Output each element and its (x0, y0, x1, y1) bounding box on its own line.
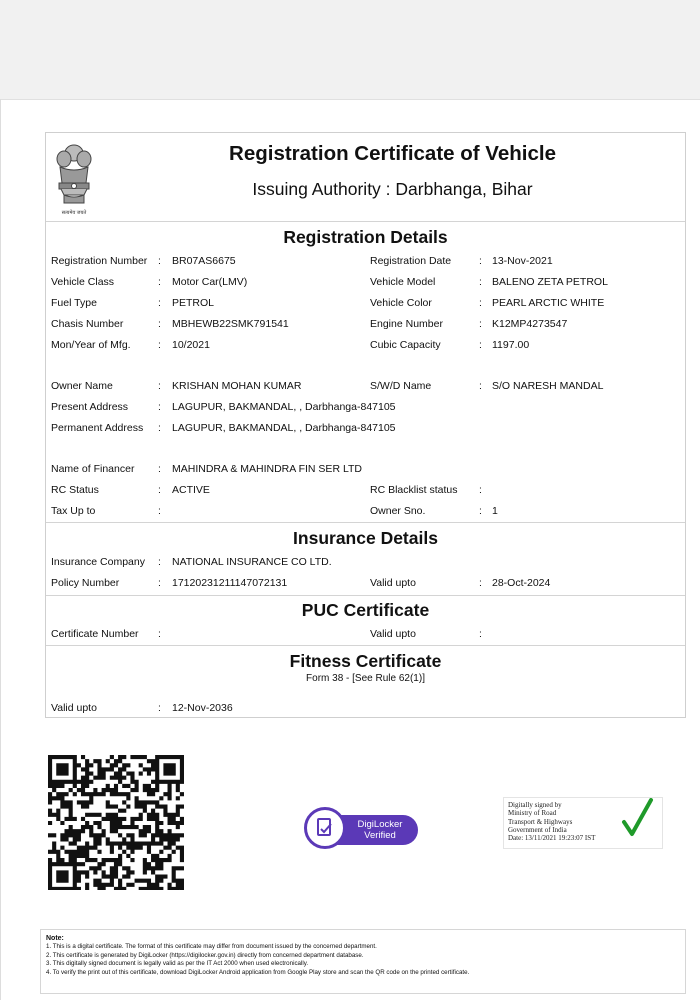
qr-code (48, 755, 184, 890)
policy-number-label: Policy Number (51, 577, 120, 589)
puc-heading: PUC Certificate (301, 600, 430, 620)
tax-up-to-label: Tax Up to (51, 505, 96, 517)
note-line: 3. This digitally signed document is legally valid as per the IT Act 2000 when used electronically. (46, 960, 309, 968)
colon: : (158, 380, 161, 392)
colon: : (479, 255, 482, 267)
digital-signature-box (503, 797, 663, 849)
puc-valid-label: Valid upto (370, 628, 416, 640)
digilocker-text (344, 819, 416, 841)
digilocker-verified-badge (304, 805, 420, 853)
fitness-valid-upto: 12-Nov-2036 (172, 702, 233, 714)
colon: : (158, 276, 161, 288)
financer-name: MAHINDRA & MAHINDRA FIN SER LTD (172, 463, 362, 475)
colon: : (158, 577, 161, 589)
cubic-capacity-label: Cubic Capacity (370, 339, 441, 351)
divider (46, 645, 685, 646)
digilocker-logo-circle (304, 807, 346, 849)
owner-name: KRISHAN MOHAN KUMAR (172, 380, 302, 392)
cubic-capacity: 1197.00 (492, 339, 530, 351)
note-title: Note: (46, 935, 64, 942)
permanent-address: LAGUPUR, BAKMANDAL, , Darbhanga-847105 (172, 422, 396, 434)
certificate-title: Registration Certificate of Vehicle (229, 142, 556, 165)
signature-line: Ministry of Road (508, 809, 557, 818)
registration-heading: Registration Details (283, 227, 448, 247)
colon: : (158, 401, 161, 413)
vehicle-class: Motor Car(LMV) (172, 276, 248, 288)
puc-number-label: Certificate Number (51, 628, 139, 640)
insurance-valid-upto: 28-Oct-2024 (492, 577, 551, 589)
note-box (40, 929, 686, 994)
permanent-address-label: Permanent Address (51, 422, 144, 434)
colon: : (479, 628, 482, 640)
colon: : (479, 318, 482, 330)
digilocker-line1: DigiLocker (357, 819, 403, 830)
chasis-number: MBHEWB22SMK791541 (172, 318, 289, 330)
mfg-label: Mon/Year of Mfg. (51, 339, 131, 351)
signature-line: Digitally signed by (508, 801, 562, 809)
colon: : (479, 484, 482, 496)
chasis-number-label: Chasis Number (51, 318, 124, 330)
colon: : (158, 318, 161, 330)
rc-status-label: RC Status (51, 484, 99, 496)
colon: : (479, 339, 482, 351)
issuing-authority: Issuing Authority : Darbhanga, Bihar (252, 179, 533, 199)
signature-line: Government of India (508, 825, 567, 834)
colon: : (479, 276, 482, 288)
colon: : (479, 577, 482, 589)
page-edge (0, 99, 1, 1000)
vehicle-model-label: Vehicle Model (370, 276, 436, 288)
colon: : (158, 556, 161, 568)
certificate-frame (45, 132, 686, 718)
colon: : (158, 422, 161, 434)
colon: : (158, 339, 161, 351)
fitness-heading: Fitness Certificate (289, 651, 442, 671)
note-line: 2. This certificate is generated by DigiLocker (https://digilocker.gov.in) directly from concerned department database. (46, 951, 364, 959)
policy-number: 17120231211147072131 (172, 577, 288, 589)
vehicle-class-label: Vehicle Class (51, 276, 115, 288)
insurance-company-label: Insurance Company (51, 556, 145, 568)
digilocker-line2: Verified (364, 830, 396, 841)
colon: : (158, 297, 161, 309)
signature-text (508, 801, 595, 842)
insurance-company: NATIONAL INSURANCE CO LTD. (172, 556, 332, 568)
fuel-type: PETROL (172, 297, 215, 309)
vehicle-color: PEARL ARCTIC WHITE (492, 297, 605, 309)
owner-name-label: Owner Name (51, 380, 113, 392)
colon: : (479, 297, 482, 309)
note-line: 1. This is a digital certificate. The format of this certificate may differ from document issued by the concerned department. (46, 943, 377, 950)
colon: : (479, 380, 482, 392)
registration-date-label: Registration Date (370, 255, 452, 267)
registration-number: BR07AS6675 (172, 255, 236, 267)
fitness-form-note: Form 38 - [See Rule 62(1)] (306, 673, 425, 684)
colon: : (479, 505, 482, 517)
present-address-label: Present Address (51, 401, 129, 413)
financer-label: Name of Financer (51, 463, 135, 475)
rc-status: ACTIVE (172, 484, 210, 496)
colon: : (158, 505, 161, 517)
engine-number-label: Engine Number (370, 318, 443, 330)
green-check-icon (620, 798, 654, 838)
engine-number: K12MP4273547 (492, 318, 568, 330)
divider (46, 595, 685, 596)
divider (46, 221, 685, 222)
viewer-top-bar (0, 0, 700, 100)
colon: : (158, 628, 161, 640)
colon: : (158, 463, 161, 475)
signature-line: Transport & Highways (508, 817, 573, 826)
note-line: 4. To verify the print out of this certificate, download DigiLocker Android application from Google Play store and scan the QR code on the printed certificate. (46, 968, 470, 976)
emblem-motto: सत्यमेव जयते (61, 210, 87, 216)
colon: : (158, 255, 161, 267)
vehicle-model: BALENO ZETA PETROL (492, 276, 608, 288)
signature-line: Date: 13/11/2021 19:23:07 IST (508, 834, 596, 843)
swd-name-label: S/W/D Name (370, 380, 432, 392)
swd-name: S/O NARESH MANDAL (492, 380, 604, 392)
fitness-valid-label: Valid upto (51, 702, 97, 714)
owner-sno: 1 (492, 505, 498, 517)
divider (46, 522, 685, 523)
owner-sno-label: Owner Sno. (370, 505, 426, 517)
registration-date: 13-Nov-2021 (492, 255, 553, 267)
insurance-heading: Insurance Details (293, 528, 438, 548)
present-address: LAGUPUR, BAKMANDAL, , Darbhanga-847105 (172, 401, 396, 413)
insurance-valid-label: Valid upto (370, 577, 416, 589)
fuel-type-label: Fuel Type (51, 297, 97, 309)
vehicle-color-label: Vehicle Color (370, 297, 432, 309)
registration-number-label: Registration Number (51, 255, 148, 267)
mfg-date: 10/2021 (172, 339, 210, 351)
rc-blacklist-label: RC Blacklist status (370, 484, 458, 496)
colon: : (158, 484, 161, 496)
colon: : (158, 702, 161, 714)
document-check-icon (307, 810, 343, 846)
